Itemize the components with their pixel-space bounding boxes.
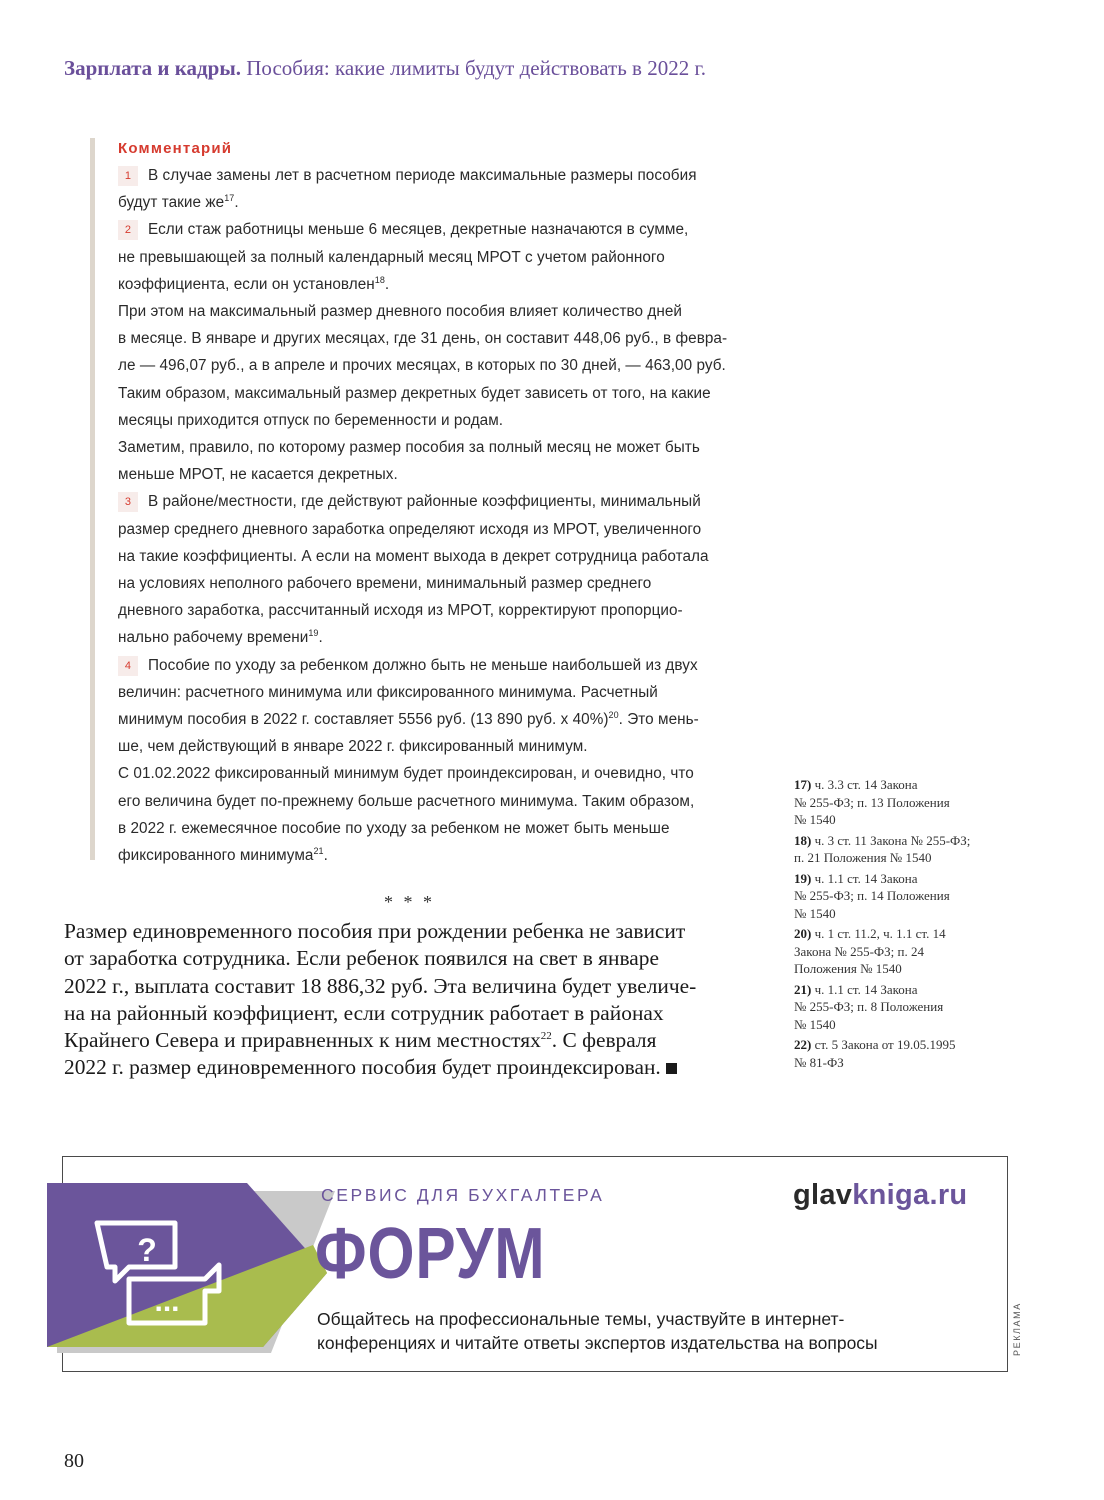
footnote-ref[interactable]: 17 [224,193,235,204]
comment-item-4: 4 Пособие по уходу за ребенком должно быть не меньше наибольшей из двух величин: расчетного минимума или фиксированного минимума. Расчетный минимум пособия в 2022 г. составляет 5556 руб. (13 890 руб. х 40%)$^{20}$. Это мень- ше, чем действующий в январе 2022 г. фиксированный минимум. [118,656,699,756]
ellipsis-dots: ... [154,1285,180,1318]
footnote-ref[interactable]: 19 [308,628,319,639]
comment-paragraph: Заметим, правило, по которому размер пособия за полный месяц не может быть меньше МРОТ, не касается декретных. [118,439,700,484]
comment-item-1: 1 В случае замены лет в расчетном периоде максимальные размеры пособия будут такие $же^{17}$. [118,167,697,212]
ad-service-label: СЕРВИС ДЛЯ БУХГАЛТЕРА [321,1185,605,1205]
footnote-22: 22) ст. 5 Закона от 19.05.1995 № 81-ФЗ [794,1037,956,1070]
item-number-badge: 2 [118,220,138,240]
footnote-17: 17) ч. 3.3 ст. 14 Закона № 255-ФЗ; п. 13 Положения № 1540 [794,777,950,827]
footnote-19: 19) ч. 1.1 ст. 14 Закона № 255-ФЗ; п. 14 Положения № 1540 [794,870,950,921]
item-number-badge: 4 [118,656,138,676]
footnote-ref[interactable]: 21 [313,846,324,857]
comment-box [90,138,750,865]
footnote-20: 20) ч. 1 ст. 11.2, ч. 1.1 ст. 14 Закона № 255-ФЗ; п. 24 Положения № 1540 [794,926,946,976]
advertisement-label: РЕКЛАМА [1012,1302,1022,1356]
section-title: Зарплата и кадры. [64,56,242,80]
comment-item-3: 3 В районе/местности, где действуют районные коэффициенты, минимальный размер среднего дневного заработка определяют исходя из МРОТ, увеличенного на такие коэффициенты. А если на момент выхода в декрет сотрудница работала на условиях неполного рабочего времени, минимальный размер среднего дневного заработка, рассчитанный исходя из МРОТ, корректируют пропорцио- нально рабочему времени$^{19}$. [118,493,709,647]
question-mark: ? [137,1232,157,1268]
footnote-ref[interactable]: 18 [374,274,385,285]
article-title: Пособия: какие лимиты будут действовать в 2022 г. [246,56,706,80]
footnote-ref[interactable]: 20 [608,710,619,721]
forum-chat-icon [47,1183,339,1355]
item-number-badge: 1 [118,166,138,186]
main-paragraph: Размер единовременного пособия при рождении ребенка не зависит от заработка сотрудника. Если ребенок появился на свет в январе 2022 г., выплата составит 18 886,32 руб. Эта величина будет увеличе- на на районный коэффициент, если сотрудник работает в районах Крайнего Севера и приравненных к ним местностях$^{22}$. С февраля 2022 г. размер единовременного пособия будет проиндексирован. [64,919,697,1080]
ad-description: Общайтесь на профессиональные темы, участвуйте в интернет- конференциях и читайте ответы экспертов издательства на вопросы [317,1309,878,1353]
comment-paragraph: При этом на максимальный размер дневного пособия влияет количество дней в месяце. В январе и других месяцах, где 31 день, он составит 448,06 руб., в февра- ле — 496,07 руб., а в апреле и прочих месяцах, в которых по 30 дней, — 463,00 руб. Таким образом, максимальный размер декретных будет зависеть от того, на какие месяцы приходится отпуск по беременности и родам. [118,303,728,429]
comment-title: Комментарий [118,140,233,157]
item-number-badge: 3 [118,492,138,512]
page-header [64,56,706,81]
ad-title: ФОРУМ [315,1214,546,1294]
footnotes [794,776,1024,1074]
page-number: 80 [64,1450,84,1472]
comment-item-2: 2 Если стаж работницы меньше 6 месяцев, декретные назначаются в сумме, не превышающей за полный календарный месяц МРОТ с учетом районного коэффициента, если он установлен$^{18}$. [118,221,689,293]
forum-advertisement[interactable] [62,1156,1008,1372]
footnote-ref[interactable]: 22 [540,1030,552,1043]
ad-domain-link[interactable]: glavkniga.ru [793,1179,968,1211]
footnote-21: 21) ч. 1.1 ст. 14 Закона № 255-ФЗ; п. 8 Положения № 1540 [794,981,944,1032]
section-separator: * * * [384,892,435,912]
end-of-article-mark [666,1063,677,1074]
footnote-18: 18) ч. 3 ст. 11 Закона № 255-ФЗ; п. 21 Положения № 1540 [794,832,971,865]
comment-paragraph: С 01.02.2022 фиксированный минимум будет проиндексирован, и очевидно, что его величина будет по-прежнему больше расчетного минимума. Таким образом, в 2022 г. ежемесячное пособие по уходу за ребенком не может быть меньше фиксированного минимума$^{21}$. [118,765,695,865]
